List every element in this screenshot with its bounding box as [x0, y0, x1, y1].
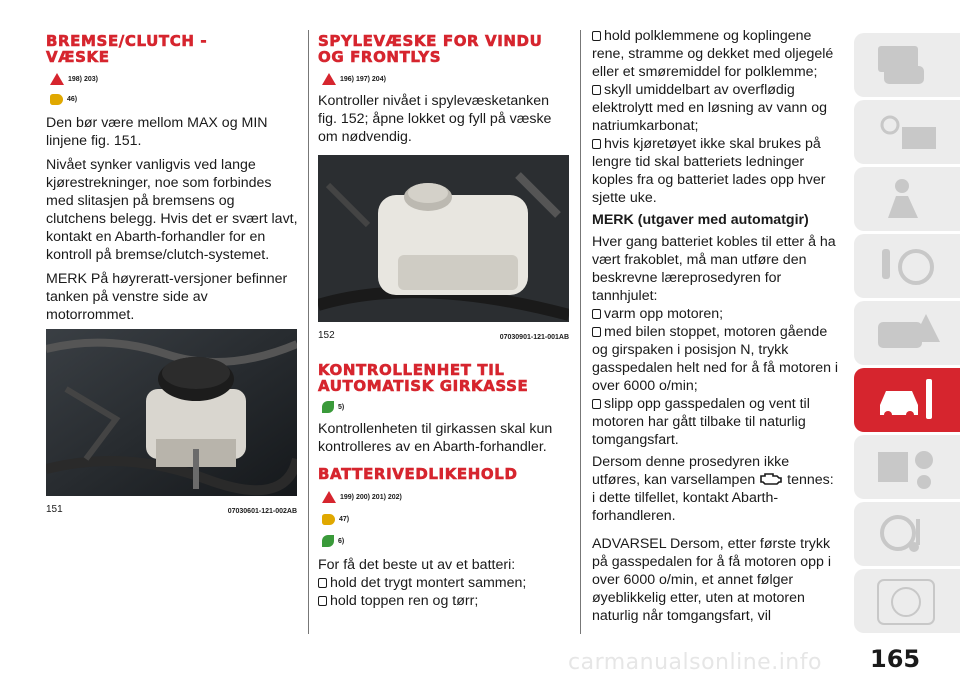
tab-safety[interactable]: [854, 167, 960, 231]
figure-number: 152: [318, 330, 335, 341]
lights-messages-icon: [874, 107, 944, 157]
figure-number: 151: [46, 504, 63, 515]
bullet-item: [592, 305, 840, 323]
paragraph: ADVARSEL Dersom, etter første trykk på gasspedalen for å få motoren opp i over 6000 o/min, et annet følger øyeblikkelig etter, uten at motoren naturlig når tomgangsfart, vil: [592, 536, 831, 624]
paragraph: Den bør være mellom MAX og MIN linjene fig. 151.: [46, 115, 268, 149]
bullet-text: slipp opp gasspedalen og vent til motoren har gått tilbake til naturlig tomgangsfart.: [592, 396, 810, 448]
column-divider: [308, 30, 309, 634]
starting-driving-icon: [874, 241, 944, 291]
watermark: carmanualsonline.info: [568, 650, 822, 675]
bullet-text: hold toppen ren og tørr;: [330, 593, 479, 609]
figure-152-image: [318, 155, 569, 322]
checkbox-bullet-icon: [592, 327, 601, 337]
checkbox-bullet-icon: [592, 399, 601, 409]
column-gearbox-battery: [318, 362, 570, 610]
bullet-text: varm opp motoren;: [604, 306, 724, 322]
section-heading-gearbox: [318, 362, 570, 394]
paragraph: Kontroller nivået i spylevæsketanken fig. 152; åpne lokket og fyll på væske om nødvendig.: [318, 93, 552, 145]
env-ref-text: 6): [338, 537, 345, 545]
note-ref-text: 46): [67, 95, 78, 103]
note-ref-text: 47): [339, 515, 350, 523]
column-divider: [580, 30, 581, 634]
tab-maintenance[interactable]: [854, 368, 960, 432]
column-battery-cont: [592, 27, 840, 625]
figure-code: 07030901-121-001AB: [499, 334, 569, 341]
index-icon: [874, 576, 944, 626]
text-span: tennes: i dette tilfellet, kontakt Abarth-forhandleren.: [592, 472, 834, 524]
bullet-item: [592, 81, 840, 135]
note-reference: [322, 512, 570, 526]
paragraph: For få det beste ut av et batteri:: [318, 557, 516, 573]
bullet-text: hold polklemmene og koplingene rene, stramme og dekket med oljegelé eller et smøremiddel for polklemme;: [592, 28, 834, 80]
checkbox-bullet-icon: [318, 578, 327, 588]
checkbox-bullet-icon: [318, 596, 327, 606]
bullet-item: [592, 395, 840, 449]
checkbox-bullet-icon: [592, 31, 601, 41]
maintenance-icon: [874, 375, 944, 425]
bullet-text: hold det trygt montert sammen;: [330, 575, 527, 591]
warning-ref-text: 199) 200) 201) 202): [340, 493, 402, 501]
bullet-item: [592, 135, 840, 207]
tab-lights-messages[interactable]: [854, 100, 960, 164]
multimedia-icon: [874, 509, 944, 559]
note-hand-icon: [322, 514, 335, 525]
tab-technical-data[interactable]: [854, 435, 960, 499]
paragraph: Kontrollenheten til girkassen skal kun kontrolleres av en Abarth-forhandler.: [318, 421, 553, 455]
warning-triangle-icon: [50, 73, 64, 85]
warning-ref-text: 196) 197) 204): [340, 75, 386, 83]
environment-leaf-icon: [322, 401, 334, 413]
warning-triangle-icon: [322, 491, 336, 503]
bullet-text: hvis kjøretøyet ikke skal brukes på lengre tid skal batteriets ledninger koples fra og batteriet lades opp hver sjette uke.: [592, 136, 826, 206]
bullet-text: skyll umiddelbart av overflødig elektrolytt med en løsning av vann og natriumkarbonat;: [592, 82, 828, 134]
tab-dashboard[interactable]: [854, 33, 960, 97]
note-hand-icon: [50, 94, 63, 105]
bullet-item: [318, 592, 570, 610]
warning-triangle-icon: [874, 308, 944, 358]
column-washer-fluid: [318, 0, 570, 146]
technical-data-icon: [874, 442, 944, 492]
bullet-item: [592, 27, 840, 81]
environment-leaf-icon: [322, 535, 334, 547]
note-reference: [50, 92, 298, 106]
section-heading-brake-fluid: [46, 33, 298, 65]
warning-ref-text: 198) 203): [68, 75, 98, 83]
figure-152-caption: [318, 330, 569, 341]
figure-151-caption: [46, 504, 297, 515]
figure-151-image: [46, 329, 297, 496]
warning-triangle-icon: [322, 73, 336, 85]
page-number: 165: [870, 645, 921, 673]
heading-line: AUTOMATISK GIRKASSE: [318, 377, 529, 395]
engine-warning-icon: [759, 472, 783, 485]
environment-reference: [322, 534, 570, 548]
bullet-text: med bilen stoppet, motoren gående og girspaken i posisjon N, trykk gasspedalen helt ned for å få motoren i over 6000 o/min;: [592, 324, 839, 394]
paragraph: Hver gang batteriet kobles til etter å ha vært frakoblet, må man utføre den beskrevne læreprosedyren for tannhjulet:: [592, 234, 836, 304]
heading-line: KONTROLLENHET TIL: [318, 361, 505, 379]
tab-multimedia[interactable]: [854, 502, 960, 566]
checkbox-bullet-icon: [592, 85, 601, 95]
section-heading-battery: BATTERIVEDLIKEHOLD: [318, 465, 518, 483]
tab-emergency[interactable]: [854, 301, 960, 365]
env-ref-text: 5): [338, 403, 345, 411]
warning-reference: [322, 490, 570, 504]
heading-line: BREMSE/CLUTCH -: [46, 32, 208, 50]
checkbox-bullet-icon: [592, 309, 601, 319]
checkbox-bullet-icon: [592, 139, 601, 149]
heading-line: SPYLEVÆSKE FOR VINDU: [318, 32, 543, 50]
car-dashboard-icon: [874, 40, 944, 90]
tab-index[interactable]: [854, 569, 960, 633]
tab-starting-driving[interactable]: [854, 234, 960, 298]
environment-reference: [322, 400, 570, 414]
subheading: MERK (utgaver med automatgir): [592, 212, 809, 228]
paragraph: MERK På høyreratt-versjoner befinner tanken på venstre side av motorrommet.: [46, 271, 288, 323]
figure-code: 07030601-121-002AB: [227, 508, 297, 515]
warning-reference: [50, 72, 298, 86]
bullet-item: [592, 323, 840, 395]
paragraph: Nivået synker vanligvis ved lange kjørestrekninger, noe som forbindes med slitasjen på bremsens og clutchens belegg. Hvis det er svært lavt, kontakt en Abarth-forhandler for en kontroll på bremse/clutch-systemet.: [46, 157, 298, 263]
safety-seat-icon: [874, 174, 944, 224]
column-brake-fluid: [46, 0, 298, 324]
heading-line: VÆSKE: [46, 48, 110, 66]
section-heading-washer-fluid: [318, 33, 570, 65]
text-span: Dersom denne prosedyren ikke utføres, kan varsellampen: [592, 454, 790, 488]
warning-reference: [322, 72, 570, 86]
paragraph: [592, 453, 840, 525]
bullet-item: [318, 574, 570, 592]
heading-line: OG FRONTLYS: [318, 48, 442, 66]
